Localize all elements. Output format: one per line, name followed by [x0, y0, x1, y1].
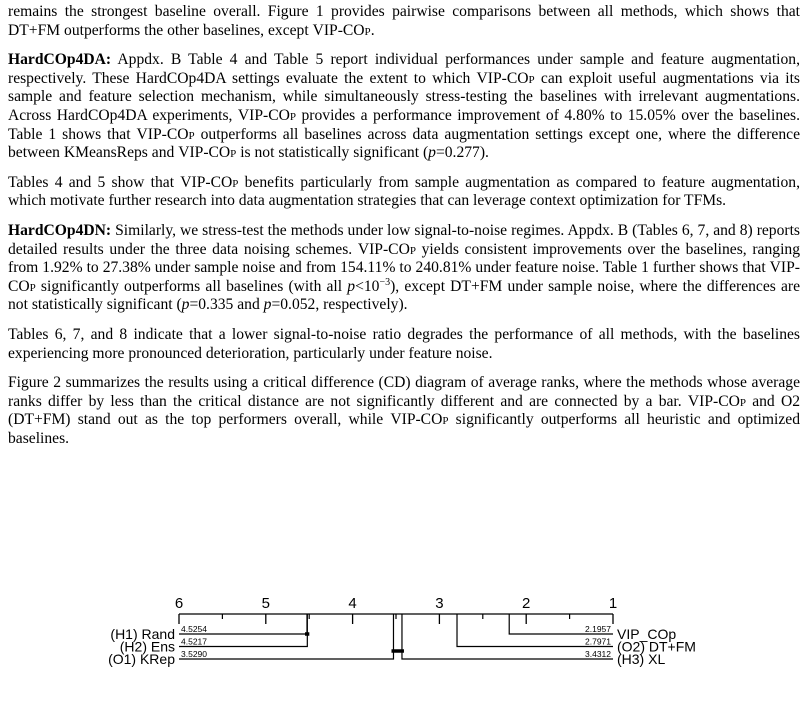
method-name: VIP-COp — [476, 69, 535, 87]
text-run: Figure 2 summarizes the results using a critical difference (CD) diagram of average ranks, where the methods whose average ranks differ by less than the critical distance are not significantly different and are connected by a bar. — [8, 374, 800, 410]
text-run: remains the strongest baseline overall. Figure 1 provides pairwise comparisons between all methods, which shows that DT+FM outperforms the other baselines, except — [8, 3, 800, 39]
method-name: VIP-COp — [357, 240, 416, 258]
text-run: provides a performance improvement of 4.80% to 15.05% over the baselines. Table 1 shows that — [8, 106, 801, 143]
cd-method-line — [179, 614, 393, 659]
cd-tick-label: 3 — [435, 595, 444, 612]
cd-method-rank: 4.5217 — [181, 636, 207, 647]
cd-tick-label: 1 — [608, 595, 618, 612]
method-name: VIP-COp — [178, 144, 237, 162]
cd-method-label: (O1) KRep — [108, 651, 175, 667]
method-name: VIP-COp — [312, 21, 371, 39]
text-run: ), except DT+FM under sample noise, where the differences are not statistically significant ( — [8, 277, 800, 314]
cd-tick-label: 5 — [261, 595, 270, 612]
method-name: VIP-COp — [136, 125, 195, 143]
method-name: VIP-COp — [180, 173, 239, 191]
cd-method-rank: 3.5290 — [181, 649, 207, 659]
text-run: =0.277). — [435, 144, 489, 162]
cd-method-rank: 2.1957 — [585, 624, 611, 634]
cd-method-rank: 4.5254 — [181, 624, 207, 634]
cd-method-label: (H2) Ens — [119, 638, 175, 655]
method-name: VIP-COp — [390, 411, 449, 429]
paragraph-6 — [8, 374, 800, 448]
cd-method-label: (H1) Rand — [110, 626, 175, 642]
paragraph-heading: HardCOp4DA: — [8, 51, 112, 69]
text-run: significantly outperforms all heuristic and optimized baselines. — [8, 411, 800, 447]
cd-tick-label: 2 — [522, 595, 531, 612]
cd-method-rank: 3.4312 — [585, 649, 611, 659]
text-run: Similarly, we stress-test the methods under low signal-to-noise regimes. Appdx. B (Tables 6, 7, and 8) reports detailed results under the three data noising schemes. — [8, 221, 800, 258]
math-var: p — [181, 296, 190, 314]
paragraph-1 — [8, 3, 800, 40]
math-var: p — [428, 144, 436, 162]
text-run: significantly outperforms all baselines (with all — [35, 277, 348, 295]
math-var: p — [263, 296, 272, 314]
text-run: can exploit useful augmentations via its sample and feature selection mechanism, while simultaneously stress-testing the baselines with irrelevant augmentations. Across HardCOp4DA experiments, — [8, 69, 800, 124]
paragraph-heading: HardCOp4DN: — [8, 221, 112, 239]
cd-method-label: VIP_COp — [617, 626, 677, 642]
text-run: . — [370, 21, 375, 39]
cd-method-line — [402, 614, 613, 659]
cd-tick-label: 4 — [348, 595, 357, 612]
text-run: Tables 6, 7, and 8 indicate that a lower signal-to-noise ratio degrades the performance of all methods, with the baselines experiencing more pronounced deterioration, particularly under feature noise. — [8, 325, 800, 362]
text-run: Tables 4 and 5 show that — [8, 173, 181, 191]
text-run: and O2 (DT+FM) stand out as the top performers overall, while — [8, 392, 800, 429]
text-run: =0.335 and — [189, 296, 264, 314]
text-run: benefits particularly from sample augmentation as compared to feature augmentation, which motivate further research into data augmentation strategies that can leverage context optimization for TFMs. — [8, 173, 800, 210]
method-name: VIP-COp — [237, 106, 297, 124]
method-name: VIP-COp — [8, 259, 800, 295]
text-run: outperforms all baselines across data augmentation settings except one, where the difference between KMeansReps and — [8, 125, 800, 162]
text-run: <10 — [355, 277, 380, 295]
method-name: VIP-COp — [687, 392, 746, 410]
cd-method-rank: 2.7971 — [585, 636, 611, 647]
cd-method-label: (H3) XL — [617, 651, 666, 667]
text-run: =0.052, respectively). — [271, 296, 408, 314]
math-var: p — [347, 277, 356, 295]
text-run: is not statistically significant ( — [236, 144, 429, 162]
paragraph-hardcop4dn — [8, 222, 800, 315]
cd-diagram — [60, 590, 750, 700]
paragraph-5 — [8, 326, 800, 363]
exponent: −3 — [379, 276, 391, 288]
cd-tick-label: 6 — [174, 595, 184, 612]
cd-method-label: (O2) DT+FM — [617, 638, 696, 655]
paragraph-hardcop4da — [8, 51, 800, 163]
body-text — [8, 3, 800, 459]
text-run: yields consistent improvements over the baselines, ranging from 1.92% to 27.38% under sample noise and from 154.11% to 240.81% under feature noise. Table 1 further shows that — [8, 240, 800, 277]
paragraph-3 — [8, 174, 800, 211]
text-run: Appdx. B Table 4 and Table 5 report individual performances under sample and feature augmentation, respectively. These HardCOp4DA settings evaluate the extent to which — [8, 51, 800, 87]
